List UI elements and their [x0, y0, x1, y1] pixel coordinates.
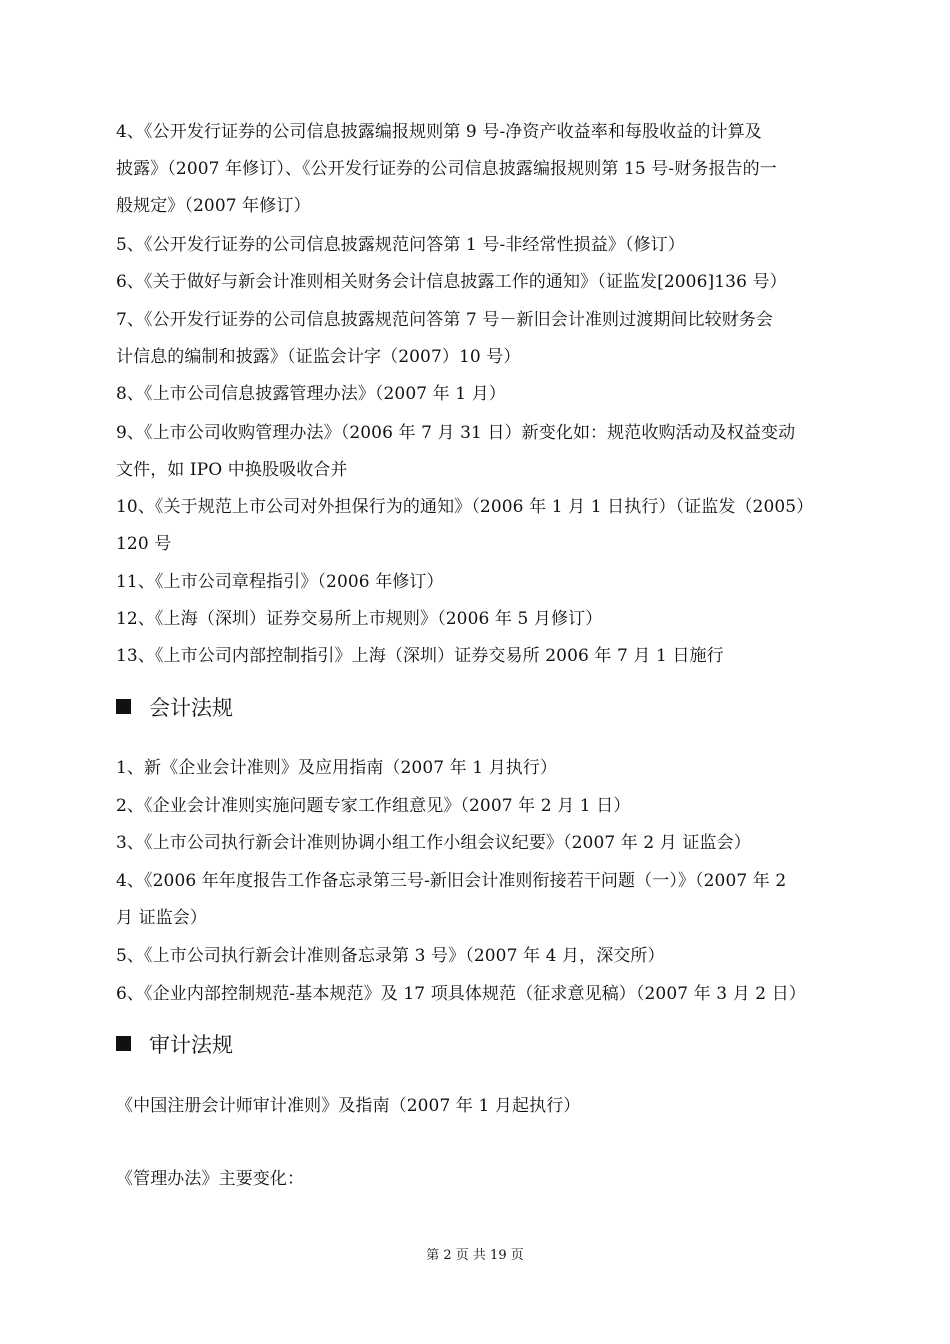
square-bullet-icon	[116, 699, 131, 714]
list-item: 文件，如 IPO 中换股吸收合并	[116, 460, 348, 480]
list-item: 11、《上市公司章程指引》（2006 年修订）	[116, 572, 444, 592]
section-heading-accounting	[116, 695, 233, 721]
list-item: 4、《2006 年年度报告工作备忘录第三号-新旧会计准则衔接若干问题（一）》（2007 年 2	[116, 871, 787, 891]
list-item: 《中国注册会计师审计准则》及指南（2007 年 1 月起执行）	[116, 1096, 581, 1116]
list-item: 5、《公开发行证券的公司信息披露规范问答第 1 号-非经常性损益》（修订）	[116, 235, 685, 255]
list-item: 月 证监会）	[116, 908, 208, 928]
list-item: 8、《上市公司信息披露管理办法》（2007 年 1 月）	[116, 384, 506, 404]
list-item: 计信息的编制和披露》（证监会计字（2007）10 号）	[116, 347, 521, 367]
list-item: 披露》（2007 年修订）、《公开发行证券的公司信息披露编报规则第 15 号-财务报告的一	[116, 159, 777, 179]
list-item: 10、《关于规范上市公司对外担保行为的通知》（2006 年 1 月 1 日执行）（证监发（2005）	[116, 497, 814, 517]
section-heading-text: 会计法规	[149, 696, 233, 720]
list-item: 5、《上市公司执行新会计准则备忘录第 3 号》（2007 年 4 月，深交所）	[116, 946, 665, 966]
list-item: 1、新《企业会计准则》及应用指南（2007 年 1 月执行）	[116, 758, 558, 778]
list-item: 3、《上市公司执行新会计准则协调小组工作小组会议纪要》（2007 年 2 月 证监会）	[116, 833, 751, 853]
list-item: 12、《上海（深圳）证券交易所上市规则》（2006 年 5 月修订）	[116, 609, 603, 629]
list-item: 7、《公开发行证券的公司信息披露规范问答第 7 号－新旧会计准则过渡期间比较财务会	[116, 310, 774, 330]
list-item: 般规定》（2007 年修订）	[116, 196, 311, 216]
list-item: 《管理办法》主要变化：	[116, 1169, 305, 1189]
list-item: 6、《关于做好与新会计准则相关财务会计信息披露工作的通知》（证监发[2006]136 号）	[116, 272, 787, 292]
section-heading-text: 审计法规	[149, 1033, 233, 1057]
list-item: 2、《企业会计准则实施问题专家工作组意见》（2007 年 2 月 1 日）	[116, 796, 631, 816]
list-item: 4、《公开发行证券的公司信息披露编报规则第 9 号-净资产收益率和每股收益的计算及	[116, 122, 762, 142]
list-item: 120 号	[116, 534, 172, 554]
page-footer: 第 2 页 共 19 页	[426, 1248, 524, 1263]
list-item: 6、《企业内部控制规范-基本规范》及 17 项具体规范（征求意见稿）（2007 年 3 月 2 日）	[116, 984, 806, 1004]
section-heading-audit	[116, 1032, 233, 1058]
square-bullet-icon	[116, 1036, 131, 1051]
list-item: 13、《上市公司内部控制指引》上海（深圳）证券交易所 2006 年 7 月 1 日施行	[116, 646, 724, 666]
list-item: 9、《上市公司收购管理办法》（2006 年 7 月 31 日）新变化如：规范收购活动及权益变动	[116, 423, 796, 443]
